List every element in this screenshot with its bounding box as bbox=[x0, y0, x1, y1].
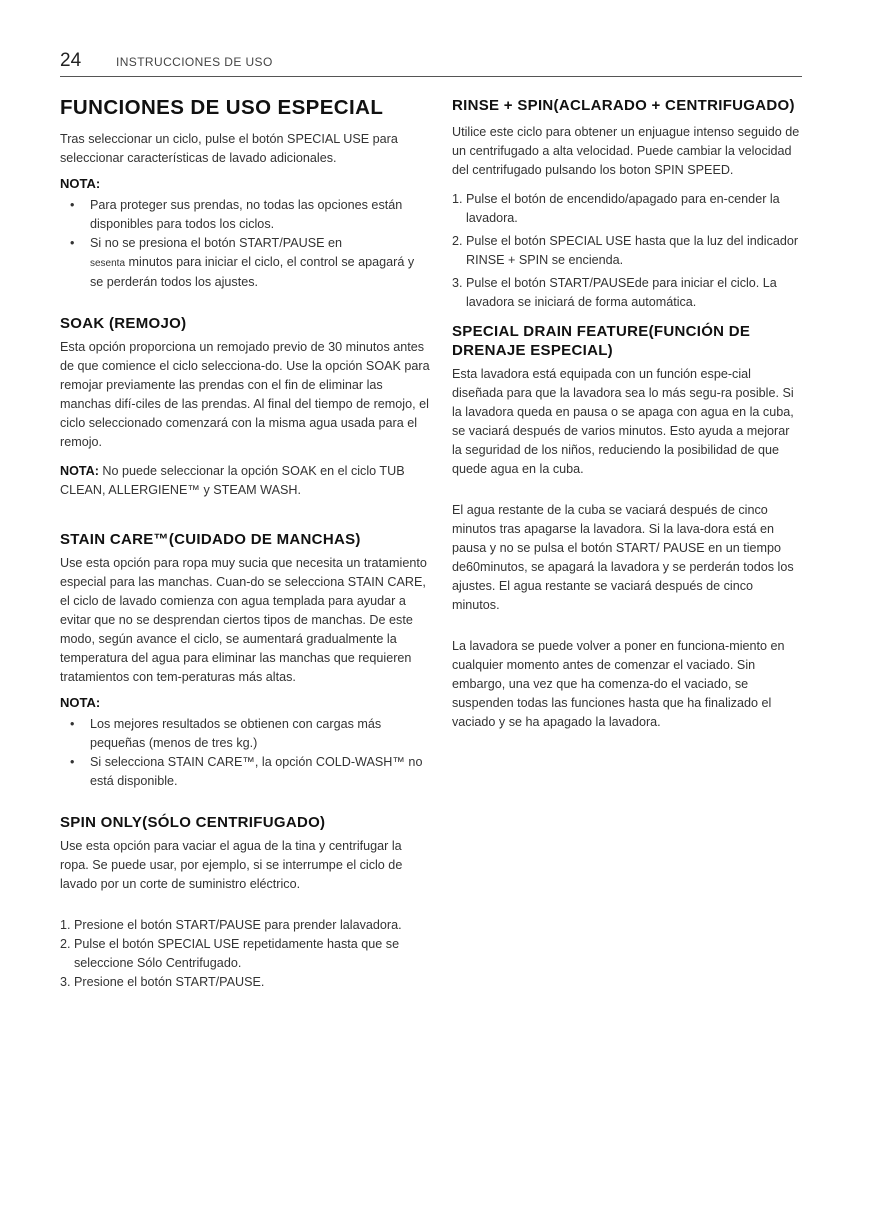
nota-item-small-word: sesenta bbox=[90, 258, 126, 269]
drain-paragraph-1: Esta lavadora está equipada con un función espe-cial diseñada para que la lavadora sea lo más segu-ra posible. Si la lavadora queda en pausa o se apaga con agua en la cuba, se vaciará después de varios minutos. Esto ayuda a mejorar la seguridad de los niños, reduciendo la posibilidad de que quede agua en la cuba. bbox=[452, 367, 794, 476]
step-number: 2. bbox=[452, 234, 463, 248]
step-text: Presione el botón START/PAUSE para prender lalavadora. bbox=[74, 918, 402, 932]
spin-step bbox=[60, 935, 430, 973]
page-title: FUNCIONES DE USO ESPECIAL bbox=[60, 96, 384, 119]
soak-note-text: No puede seleccionar la opción SOAK en el ciclo TUB CLEAN, ALLERGIENE™ y STEAM WASH. bbox=[60, 464, 405, 497]
nota-item-rest: minutos para iniciar el ciclo, el control se apagará y se perderán todos los ajustes. bbox=[90, 255, 415, 289]
spin-steps bbox=[60, 916, 430, 992]
page-header bbox=[60, 50, 802, 77]
stain-nota-item: • Si selecciona STAIN CARE™, la opción COLD-WASH™ no está disponible. bbox=[60, 753, 430, 791]
step-number: 1. bbox=[452, 192, 463, 206]
step-number: 1. bbox=[60, 918, 71, 932]
step-text: Presione el botón START/PAUSE. bbox=[74, 975, 265, 989]
nota-item-prefix: Si no se presiona el botón START/PAUSE en bbox=[90, 236, 343, 250]
drain-paragraph-2: El agua restante de la cuba se vaciará después de cinco minutos tras apagarse la lavadora. Si la lava-dora está en pausa y no se pulsa el botón START/ PAUSE en un tiempo de60minutos, se apagará la lavadora y se perderán todos los ajustes. El agua restante se vaciará después de cinco minutos. bbox=[452, 503, 794, 612]
step-text: Pulse el botón SPECIAL USE repetidamente hasta que se seleccione Sólo Centrifugado. bbox=[74, 937, 400, 970]
soak-note bbox=[60, 462, 430, 500]
rinse-step bbox=[452, 274, 802, 312]
section-label: INSTRUCCIONES DE USO bbox=[116, 55, 273, 69]
drain-paragraph-3: La lavadora se puede volver a poner en funciona-miento en cualquier momento antes de comenzar el vaciado. Sin embargo, una vez que ha comenza-do el vaciado, se suspenden todas las funciones hasta que ha finalizado el vaciado y se ha apagado la lavadora. bbox=[452, 639, 785, 729]
spin-body: Use esta opción para vaciar el agua de la tina y centrifugar la ropa. Se puede usar, por ejemplo, si se interrumpe el ciclo de lavado por un corte de suministro eléctrico. bbox=[60, 839, 403, 891]
step-number: 3. bbox=[452, 276, 463, 290]
soak-heading: SOAK (REMOJO) bbox=[60, 315, 187, 332]
spin-step bbox=[60, 973, 430, 992]
soak-note-label: NOTA: bbox=[60, 464, 99, 478]
stain-body: Use esta opción para ropa muy sucia que necesita un tratamiento especial para las manchas. Cuan-do se selecciona STAIN CARE, el ciclo de lavado comienza con agua templada para ayudar a evitar que no se desprendan ciertos tipos de manchas. De este modo, según avance el ciclo, se aumentará gradualmente la temperatura del agua para eliminar las manchas que requieren tratamientos con tem-peraturas más altas. bbox=[60, 556, 427, 684]
step-text: Pulse el botón de encendido/apagado para en-cender la lavadora. bbox=[466, 192, 780, 225]
spin-step bbox=[60, 916, 430, 935]
intro-text: Tras seleccionar un ciclo, pulse el botón SPECIAL USE para seleccionar características de lavado adicionales. bbox=[60, 132, 398, 165]
rinse-body: Utilice este ciclo para obtener un enjuague intenso seguido de un centrifugado a alta velocidad. Puede cambiar la velocidad del centrifugado pulsando los boton SPIN SPEED. bbox=[452, 125, 800, 177]
stain-heading: STAIN CARE™(CUIDADO DE MANCHAS) bbox=[60, 531, 361, 548]
soak-body: Esta opción proporciona un remojado previo de 30 minutos antes de que comience el ciclo selecciona-do. Use la opción SOAK para remojar previamente las prendas con el fin de eliminar las manchas difí-ciles de las prendas. Al final del tiempo de remojo, el ciclo seleccionado comenzará con la misma agua usada para el remojo. bbox=[60, 340, 430, 449]
nota-item bbox=[60, 234, 430, 292]
rinse-heading: RINSE + SPIN(ACLARADO + CENTRIFUGADO) bbox=[452, 97, 795, 114]
rinse-step bbox=[452, 232, 802, 270]
stain-nota-list bbox=[60, 715, 430, 791]
stain-nota-item: • Los mejores resultados se obtienen con cargas más pequeñas (menos de tres kg.) bbox=[60, 715, 430, 753]
step-number: 3. bbox=[60, 975, 71, 989]
left-column bbox=[60, 96, 430, 992]
step-text: Pulse el botón SPECIAL USE hasta que la luz del indicador RINSE + SPIN se encienda. bbox=[466, 234, 799, 267]
right-column bbox=[452, 96, 802, 732]
drain-heading: SPECIAL DRAIN FEATURE(FUNCIÓN DE DRENAJE ESPECIAL) bbox=[452, 323, 751, 359]
nota-list bbox=[60, 196, 430, 292]
stain-nota-label: NOTA: bbox=[60, 695, 101, 710]
step-text: Pulse el botón START/PAUSEde para iniciar el ciclo. La lavadora se iniciará de forma automática. bbox=[466, 276, 777, 309]
rinse-steps bbox=[452, 190, 802, 312]
page-number: 24 bbox=[60, 50, 82, 71]
spin-heading: SPIN ONLY(SÓLO CENTRIFUGADO) bbox=[60, 814, 326, 831]
rinse-step bbox=[452, 190, 802, 228]
nota-item: • Para proteger sus prendas, no todas las opciones están disponibles para todos los ciclos. bbox=[60, 196, 430, 234]
step-number: 2. bbox=[60, 937, 71, 951]
nota-label: NOTA: bbox=[60, 176, 101, 191]
